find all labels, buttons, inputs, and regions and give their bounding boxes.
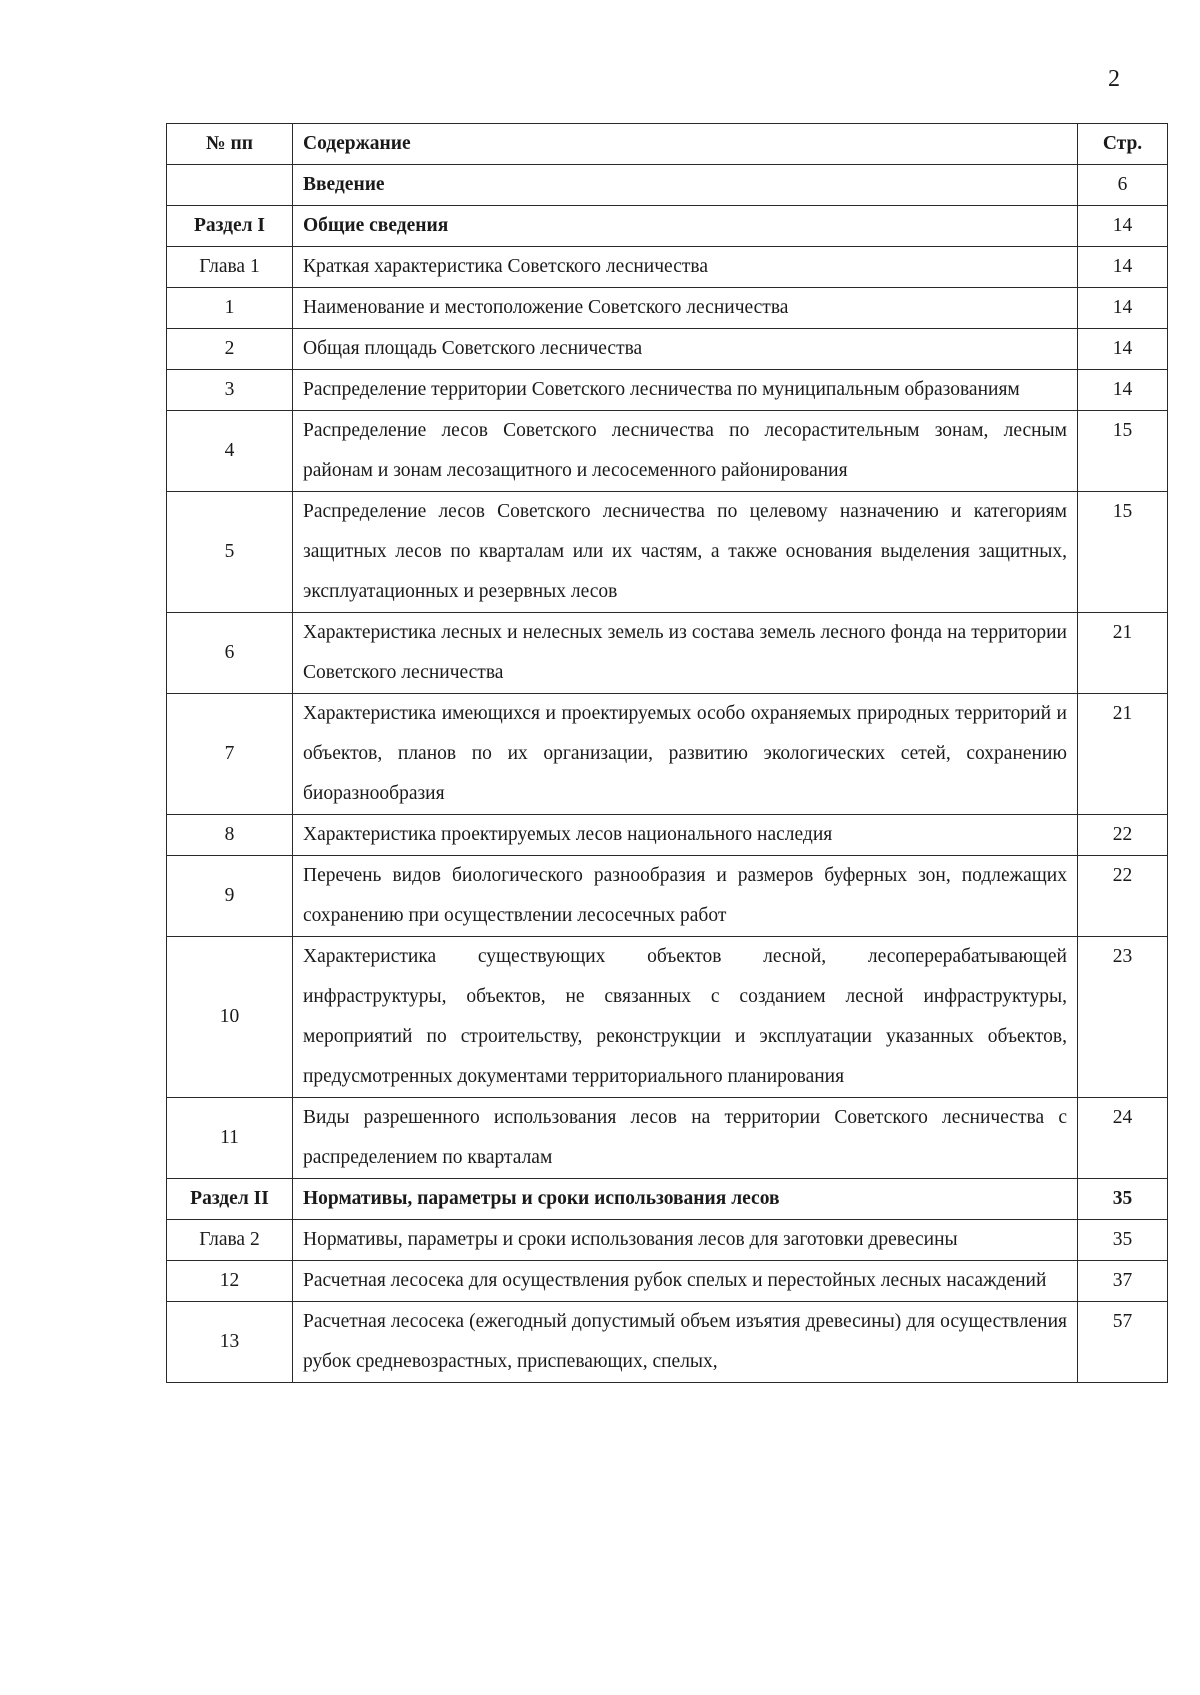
- table-row: [167, 1220, 1168, 1261]
- row-title: Введение: [293, 165, 1078, 206]
- row-page: 14: [1078, 288, 1168, 329]
- table-of-contents: [166, 123, 1168, 1383]
- table-row: [167, 1261, 1168, 1302]
- row-number: 3: [167, 370, 293, 411]
- table-row: [167, 1302, 1168, 1383]
- row-number: 1: [167, 288, 293, 329]
- table-row: [167, 1098, 1168, 1179]
- row-title: Виды разрешенного использования лесов на территории Советского лесничества с распределением по кварталам: [293, 1098, 1078, 1179]
- row-page: 24: [1078, 1098, 1168, 1179]
- row-page: 15: [1078, 411, 1168, 492]
- table-row: [167, 247, 1168, 288]
- row-title: Характеристика существующих объектов лесной, лесоперерабатывающей инфраструктуры, объектов, не связанных с созданием лесной инфраструктуры, мероприятий по строительству, реконструкции и эксплуатации указанных объектов, предусмотренных документами территориального планирования: [293, 937, 1078, 1098]
- row-number: 4: [167, 411, 293, 492]
- row-number: 6: [167, 613, 293, 694]
- page-number: 2: [1108, 66, 1120, 92]
- table-row: [167, 815, 1168, 856]
- row-number: 11: [167, 1098, 293, 1179]
- row-title: Расчетная лесосека (ежегодный допустимый объем изъятия древесины) для осуществления рубок средневозрастных, приспевающих, спелых,: [293, 1302, 1078, 1383]
- row-title: Характеристика имеющихся и проектируемых особо охраняемых природных территорий и объектов, планов по их организации, развитию экологических сетей, сохранению биоразнообразия: [293, 694, 1078, 815]
- row-number: 8: [167, 815, 293, 856]
- row-number: 12: [167, 1261, 293, 1302]
- table-row: [167, 856, 1168, 937]
- table-row: [167, 937, 1168, 1098]
- row-number: Глава 2: [167, 1220, 293, 1261]
- row-title: Нормативы, параметры и сроки использования лесов: [293, 1179, 1078, 1220]
- row-page: 21: [1078, 613, 1168, 694]
- row-page: 14: [1078, 329, 1168, 370]
- row-number: 13: [167, 1302, 293, 1383]
- table-header-row: [167, 124, 1168, 165]
- row-page: 23: [1078, 937, 1168, 1098]
- row-number: 5: [167, 492, 293, 613]
- table-row: [167, 694, 1168, 815]
- row-page: 14: [1078, 370, 1168, 411]
- row-title: Краткая характеристика Советского лесничества: [293, 247, 1078, 288]
- table-row: [167, 288, 1168, 329]
- row-page: 37: [1078, 1261, 1168, 1302]
- row-title: Распределение территории Советского лесничества по муниципальным образованиям: [293, 370, 1078, 411]
- row-title: Распределение лесов Советского лесничества по целевому назначению и категориям защитных лесов по кварталам или их частям, а также основания выделения защитных, эксплуатационных и резервных лесов: [293, 492, 1078, 613]
- table-row: [167, 492, 1168, 613]
- row-number: Раздел II: [167, 1179, 293, 1220]
- row-title: Характеристика проектируемых лесов национального наследия: [293, 815, 1078, 856]
- row-number: Раздел I: [167, 206, 293, 247]
- row-page: 15: [1078, 492, 1168, 613]
- row-number: 7: [167, 694, 293, 815]
- row-page: 22: [1078, 856, 1168, 937]
- table-row: [167, 613, 1168, 694]
- row-number: 2: [167, 329, 293, 370]
- row-page: 14: [1078, 247, 1168, 288]
- row-title: Наименование и местоположение Советского лесничества: [293, 288, 1078, 329]
- row-title: Общая площадь Советского лесничества: [293, 329, 1078, 370]
- header-contents: Содержание: [293, 124, 1078, 165]
- table-row: [167, 329, 1168, 370]
- row-page: 35: [1078, 1179, 1168, 1220]
- row-title: Характеристика лесных и нелесных земель из состава земель лесного фонда на территории Советского лесничества: [293, 613, 1078, 694]
- table-row: [167, 411, 1168, 492]
- row-title: Общие сведения: [293, 206, 1078, 247]
- header-page: Стр.: [1078, 124, 1168, 165]
- row-title: Расчетная лесосека для осуществления рубок спелых и перестойных лесных насаждений: [293, 1261, 1078, 1302]
- row-number: [167, 165, 293, 206]
- row-page: 14: [1078, 206, 1168, 247]
- row-number: 10: [167, 937, 293, 1098]
- row-page: 21: [1078, 694, 1168, 815]
- row-page: 22: [1078, 815, 1168, 856]
- header-number: № пп: [167, 124, 293, 165]
- row-title: Распределение лесов Советского лесничества по лесорастительным зонам, лесным районам и зонам лесозащитного и лесосеменного районирования: [293, 411, 1078, 492]
- row-page: 57: [1078, 1302, 1168, 1383]
- row-title: Нормативы, параметры и сроки использования лесов для заготовки древесины: [293, 1220, 1078, 1261]
- row-page: 35: [1078, 1220, 1168, 1261]
- row-number: 9: [167, 856, 293, 937]
- table-row: [167, 165, 1168, 206]
- table-row: [167, 1179, 1168, 1220]
- row-number: Глава 1: [167, 247, 293, 288]
- table-body: [167, 165, 1168, 1383]
- table-row: [167, 206, 1168, 247]
- row-page: 6: [1078, 165, 1168, 206]
- table-row: [167, 370, 1168, 411]
- row-title: Перечень видов биологического разнообразия и размеров буферных зон, подлежащих сохранению при осуществлении лесосечных работ: [293, 856, 1078, 937]
